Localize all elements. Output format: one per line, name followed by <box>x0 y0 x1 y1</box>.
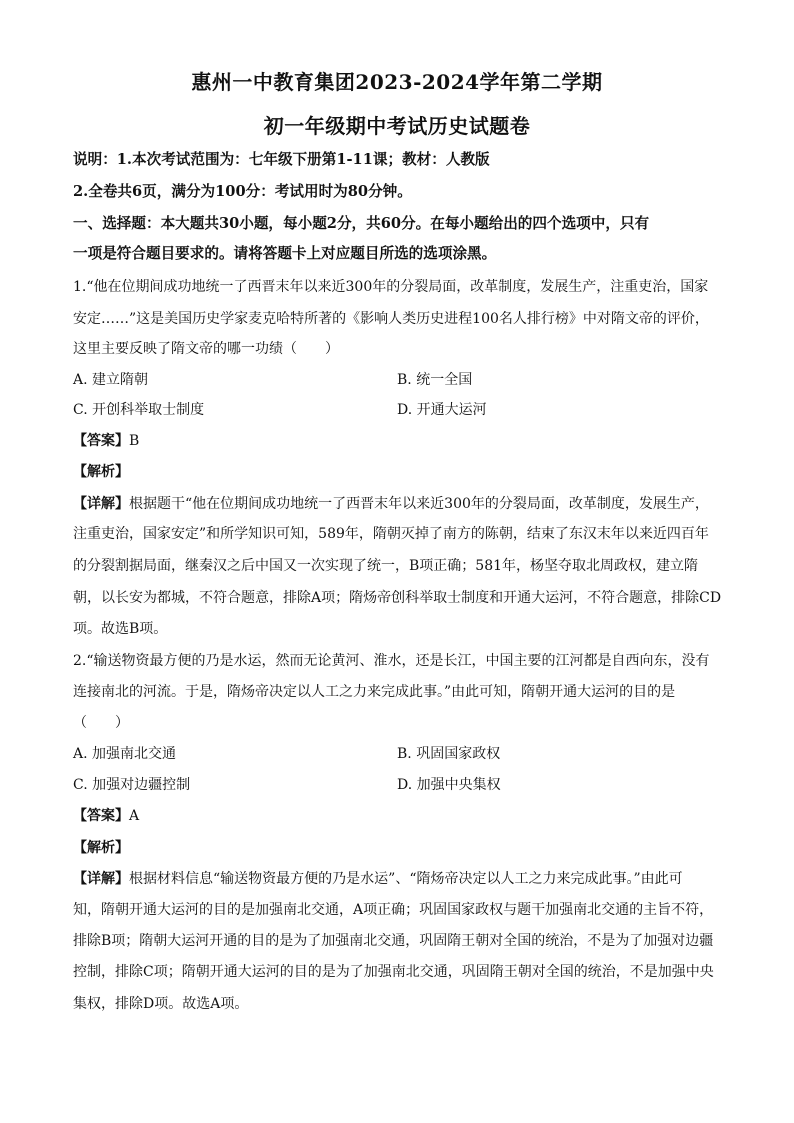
question-2-analysis-tag <box>73 838 728 858</box>
question-1-detail-line-2: 注重吏治，国家安定”和所学知识可知，589年，隋朝灭掉了南方的陈朝，结束了东汉末年以来近四百年 <box>73 526 709 542</box>
question-1-stem-line-2: 安定……”这是美国历史学家麦克哈特所著的《影响人类历史进程100名人排行榜》中对隋文帝的评价， <box>73 311 709 327</box>
question-2-detail-line-5: 集权，排除D项。故选A项。 <box>73 996 249 1012</box>
question-1-answer <box>73 431 728 451</box>
question-1-detail-line-1 <box>73 494 728 514</box>
question-2-option-c: C. 加强对边疆控制 <box>73 777 191 793</box>
analysis-tag: 【解析】 <box>73 464 129 480</box>
exam-title: 惠州一中教育集团2023-2024学年第二学期 <box>191 70 603 94</box>
question-2-stem-line-2: 连接南北的河流。于是，隋炀帝决定以人工之力来完成此事。”由此可知，隋朝开通大运河的目的是 <box>73 684 676 700</box>
question-2-option-a: A. 加强南北交通 <box>73 746 177 762</box>
question-1-detail-line-3: 的分裂割据局面，继秦汉之后中国又一次实现了统一，B项正确；581年，杨坚夺取北周政权，建立隋 <box>73 558 699 574</box>
answer-value: A <box>129 808 140 824</box>
question-1-detail-line-5: 项。故选B项。 <box>73 621 168 637</box>
answer-value: B <box>129 433 140 449</box>
instructions-line-1: 说明：1.本次考试范围为：七年级下册第1-11课；教材：人教版 <box>73 151 490 168</box>
answer-tag: 【答案】 <box>73 808 129 824</box>
detail-tag: 【详解】 <box>73 496 129 512</box>
analysis-tag: 【解析】 <box>73 840 129 856</box>
question-2-option-b: B. 巩固国家政权 <box>397 746 501 762</box>
question-2-stem-line-1: 2.“输送物资最方便的乃是水运，然而无论黄河、淮水，还是长江，中国主要的江河都是自西向东，没有 <box>73 653 710 669</box>
detail-tag: 【详解】 <box>73 871 129 887</box>
question-1-option-d: D. 开通大运河 <box>397 402 487 418</box>
question-1-option-c: C. 开创科举取士制度 <box>73 402 205 418</box>
answer-tag: 【答案】 <box>73 433 129 449</box>
section-heading-line-2: 一项是符合题目要求的。请将答题卡上对应题目所选的选项涂黑。 <box>73 245 497 262</box>
question-1-detail-line-4: 朝，以长安为都城，不符合题意，排除A项；隋炀帝创科举取士制度和开通大运河，不符合题意，排除CD <box>73 590 722 606</box>
question-2-stem-line-3: （ ） <box>73 715 129 731</box>
detail-text: 根据题干“他在位期间成功地统一了西晋末年以来近300年的分裂局面，改革制度，发展生产， <box>129 496 709 512</box>
detail-text: 根据材料信息“输送物资最方便的乃是水运”、“隋炀帝决定以人工之力来完成此事。”由此可 <box>129 871 683 887</box>
section-heading-line-1: 一、选择题：本大题共30小题，每小题2分，共60分。在每小题给出的四个选项中，只有 <box>73 215 650 232</box>
exam-subtitle: 初一年级期中考试历史试题卷 <box>263 114 531 138</box>
question-2-detail-line-1 <box>73 869 728 889</box>
question-2-detail-line-3: 排除B项；隋朝大运河开通的目的是为了加强南北交通，巩固隋王朝对全国的统治，不是为了加强对边疆 <box>73 933 714 949</box>
question-1-stem-line-3: 这里主要反映了隋文帝的哪一功绩（ ） <box>73 341 339 357</box>
question-2-option-d: D. 加强中央集权 <box>397 777 501 793</box>
question-2-answer <box>73 806 728 826</box>
question-1-option-b: B. 统一全国 <box>397 372 473 388</box>
question-1-analysis-tag <box>73 462 728 482</box>
question-2-detail-line-4: 控制，排除C项；隋朝开通大运河的目的是为了加强南北交通，巩固隋王朝对全国的统治，不是加强中央 <box>73 964 714 980</box>
question-1-option-a: A. 建立隋朝 <box>73 372 149 388</box>
instructions-line-2: 2.全卷共6页，满分为100分：考试用时为80分钟。 <box>73 183 412 200</box>
question-1-stem-line-1: 1.“他在位期间成功地统一了西晋末年以来近300年的分裂局面，改革制度，发展生产，注重吏治，国家 <box>73 279 709 295</box>
question-2-detail-line-2: 知，隋朝开通大运河的目的是加强南北交通，A项正确；巩固国家政权与题干加强南北交通的主旨不符， <box>73 902 714 918</box>
